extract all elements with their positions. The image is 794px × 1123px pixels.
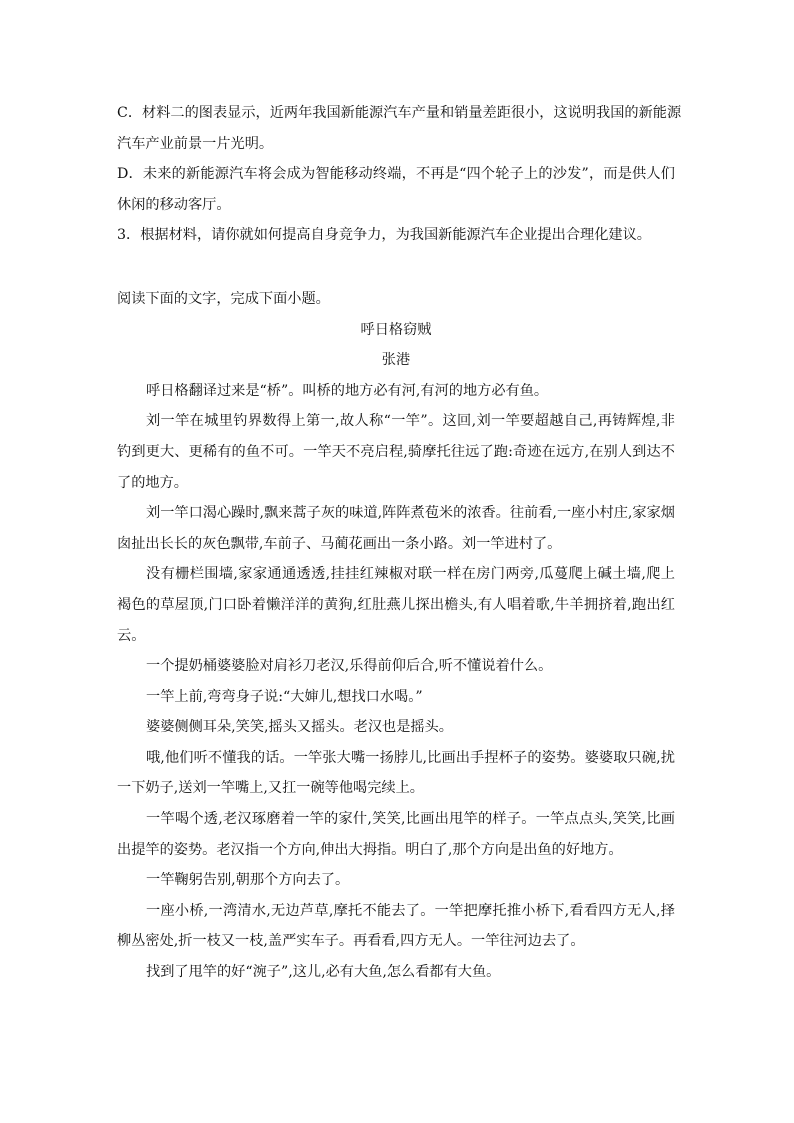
paragraph-line: 一个提奶桶婆婆脸对肩衫刀老汉,乐得前仰后合,听不懂说着什么。 (146, 658, 553, 675)
paragraph-line: 一竿上前,弯弯身子说:“大婶儿,想找口水喝。” (146, 688, 423, 705)
paragraph-line: 一下奶子,送刘一竿嘴上,又扛一碗等他喝完续上。 (117, 780, 424, 797)
paragraph-line: 找到了甩竿的好“涴子”,这儿,必有大鱼,怎么看都有大鱼。 (146, 964, 501, 981)
paragraph-line: 刘一竿在城里钓界数得上第一,故人称“一竿”。这回,刘一竿要超越自己,再铸辉煌,非 (146, 413, 675, 430)
story-title: 呼日格窃贼 (360, 321, 432, 338)
paragraph-line: 没有栅栏围墙,家家通通透透,挂挂红辣椒对联一样在房门两旁,瓜蔓爬上碱土墙,爬上 (146, 566, 675, 583)
paragraph (117, 406, 675, 498)
paragraph-line: 了的地方。 (117, 474, 188, 491)
paragraph-line: 婆婆侧侧耳朵,笑笑,摇头又摇头。老汉也是摇头。 (146, 719, 453, 736)
paragraph (117, 896, 675, 957)
section-gap (117, 251, 675, 284)
paragraph-line: 一竿鞠躬告别,朝那个方向去了。 (146, 872, 350, 889)
paragraph-line: 刘一竿口渴心躁时,飘来蒿子灰的味道,阵阵煮苞米的浓香。往前看,一座小村庄,家家烟 (146, 505, 675, 522)
paragraph (117, 957, 675, 988)
question-c-line-1: C．材料二的图表显示，近两年我国新能源汽车产量和销量差距很小，这说明我国的新能源 (117, 105, 682, 121)
paragraph-line: 云。 (117, 627, 146, 644)
paragraph (117, 376, 675, 407)
question-3-line-1: 3．根据材料，请你就如何提高自身竞争力，为我国新能源汽车企业提出合理化建议。 (117, 227, 651, 244)
paragraph-line: 柳丛密处,折一枝又一枝,盖严实车子。再看看,四方无人。一竿往河边去了。 (117, 933, 585, 950)
paragraph (117, 682, 675, 713)
paragraph-line: 一竿喝个透,老汉琢磨着一竿的家什,笑笑,比画出甩竿的样子。一竿点点头,笑笑,比画 (146, 811, 675, 828)
paragraph-line: 出提竿的姿势。老汉指一个方向,伸出大拇指。明白了,那个方向是出鱼的好地方。 (117, 841, 623, 858)
paragraph (117, 865, 675, 896)
paragraph-line: 呼日格翻译过来是“桥”。叫桥的地方必有河,有河的地方必有鱼。 (146, 382, 549, 399)
story-body (117, 376, 675, 988)
question-d-line-1: D．未来的新能源汽车将会成为智能移动终端，不再是“四个轮子上的沙发”，而是供人们 (117, 166, 675, 183)
paragraph-line: 钓到更大、更稀有的鱼不可。一竿天不亮启程,骑摩托往远了跑:奇迹在远方,在别人到达不 (117, 443, 675, 460)
paragraph (117, 712, 675, 743)
paragraph (117, 651, 675, 682)
document-page (117, 98, 682, 988)
question-3 (117, 220, 675, 251)
paragraph-line: 褐色的草屋顶,门口卧着懒洋洋的黄狗,红肚燕儿探出檐头,有人唱着歌,牛羊拥挤着,跑出红 (117, 596, 675, 613)
paragraph-line: 囱扯出长长的灰色飘带,车前子、马蔺花画出一条小路。刘一竿进村了。 (117, 535, 562, 552)
paragraph-line: 哦,他们听不懂我的话。一竿张大嘴一扬脖儿,比画出手捏杯子的姿势。婆婆取只碗,扰 (146, 749, 675, 766)
paragraph (117, 498, 675, 559)
question-c (117, 98, 682, 159)
paragraph (117, 804, 675, 865)
question-d (117, 159, 675, 220)
paragraph (117, 559, 675, 651)
story-author: 张港 (381, 352, 411, 369)
paragraph (117, 743, 675, 804)
paragraph-line: 一座小桥,一湾清水,无边芦草,摩托不能去了。一竿把摩托推小桥下,看看四方无人,择 (146, 902, 675, 919)
question-d-line-2: 休闲的移动客厅。 (117, 196, 231, 213)
question-c-line-2: 汽车产业前景一片光明。 (117, 135, 274, 152)
reading-instruction: 阅读下面的文字，完成下面小题。 (117, 290, 330, 307)
